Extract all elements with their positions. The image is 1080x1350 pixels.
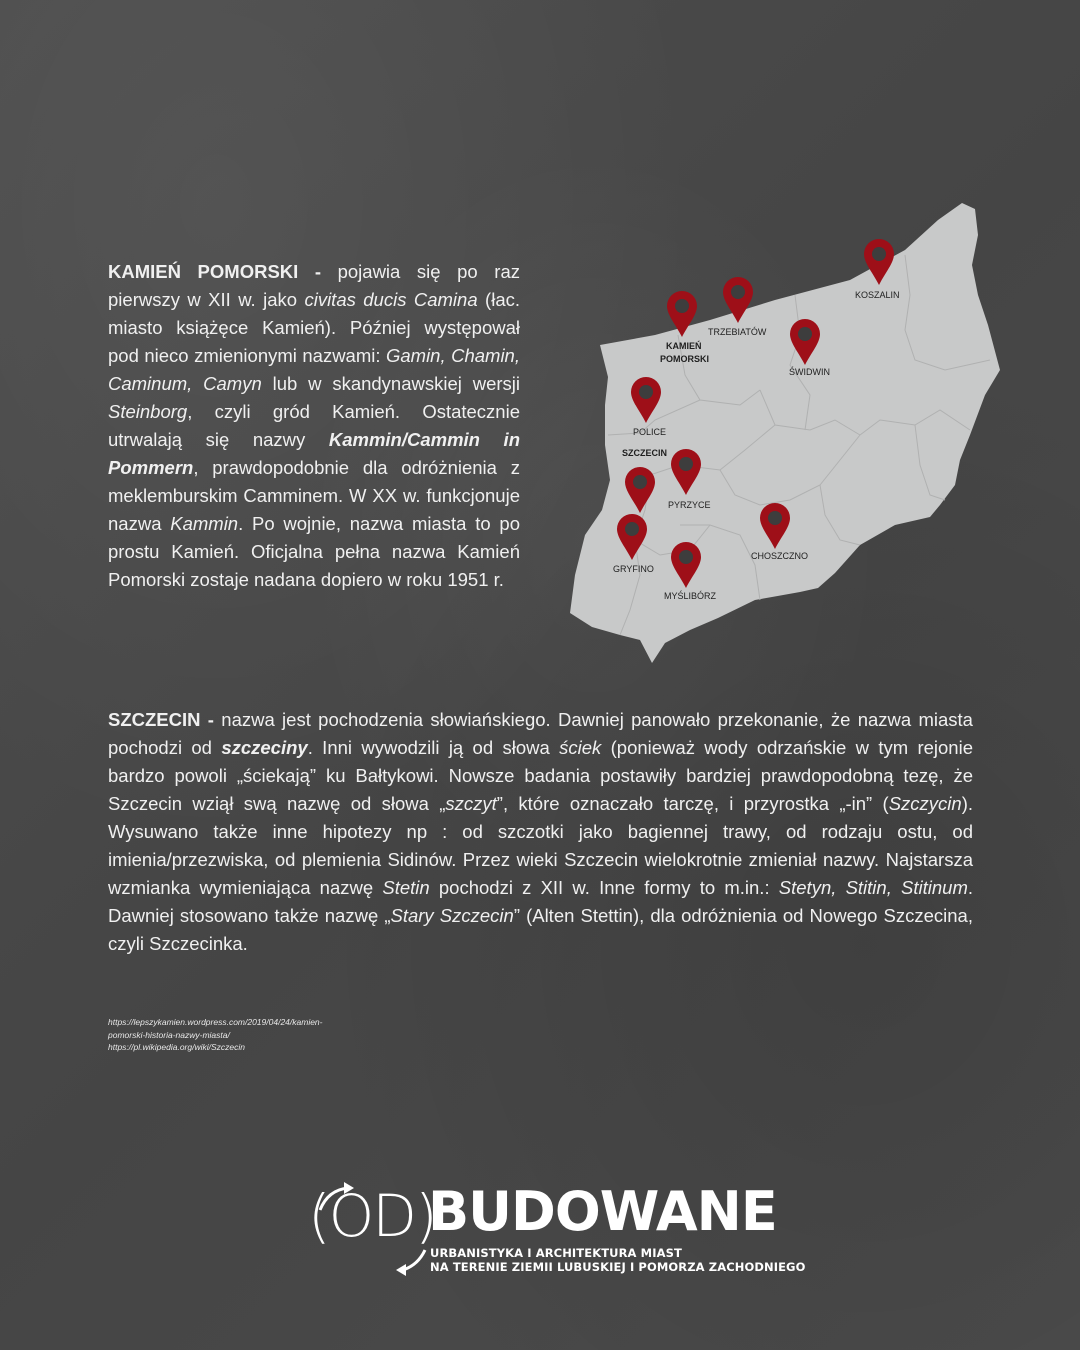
map-pin-center — [768, 511, 782, 525]
odbudowane-logo — [308, 1180, 806, 1280]
text-fragment: (ponieważ wody odrzańskie w tym rejonie bardzo powoli „ściekają” ku Bałtykowi. Nowsze badania postawiły bardziej prawdopodobną tezę, że Szczecin wziął swą nazwę od słowa „ — [108, 737, 973, 814]
logo-tagline-line1: URBANISTYKA I ARCHITEKTURA MIAST — [430, 1246, 682, 1260]
city-label-kamien: KAMIEŃ — [666, 341, 702, 351]
italic-fragment: Szczycin — [888, 793, 962, 814]
text-fragment: ). Wysuwano także inne hipotezy np : od szczotki jako bagiennej trawy, od rodzaju ostu, od imienia/przezwiska, od plemienia Sidinów. Przez wieki Szczecin wielokrotnie zmieniał nazwy. Najstarsza wzmianka wymieniająca nazwę — [108, 793, 973, 898]
city-label-choszczno: CHOSZCZNO — [751, 551, 808, 561]
map-pin-center — [872, 247, 886, 261]
logo-od-text: (OD) — [308, 1182, 436, 1250]
text-fragment: , prawdopodobnie dla odróżnienia z meklemburskim Camminem. W XX w. funkcjonuje nazwa — [108, 457, 520, 534]
text-fragment: (łac. miasto książęce Kamień). Później występował pod nieco zmienionymi nazwami: — [108, 289, 520, 366]
italic-fragment: Kammin — [170, 513, 239, 534]
text-fragment: . Po wojnie, nazwa miasta to po prostu Kamień. Oficjalna pełna nazwa Kamień Pomorski zostaje nadana dopiero w roku 1951 r. — [108, 513, 520, 590]
sources-list — [108, 1016, 408, 1054]
szczecin-heading: SZCZECIN - — [108, 709, 214, 730]
city-label-swidwin: ŚWIDWIN — [789, 367, 830, 377]
italic-fragment: szczyt — [445, 793, 497, 814]
city-label-pomorski: POMORSKI — [660, 354, 710, 364]
text-fragment: ” (Alten Stettin), dla odróżnienia od Nowego Szczecina, czyli Szczecinka. — [108, 905, 973, 954]
map-pin-center — [679, 457, 693, 471]
logo-tagline-line2: NA TERENIE ZIEMII LUBUSKIEJ I POMORZA ZACHODNIEGO — [430, 1260, 806, 1274]
italic-fragment: Stetin — [382, 877, 430, 898]
logo-brand-text: BUDOWANE — [428, 1180, 777, 1243]
region-map — [560, 195, 1010, 675]
kamien-heading: KAMIEŃ POMORSKI - — [108, 261, 322, 282]
italic-fragment: ściek — [559, 737, 602, 758]
city-label-mysliborz: MYŚLIBÓRZ — [664, 591, 717, 601]
source-link[interactable]: https://lepszykamien.wordpress.com/2019/04/24/kamien- — [108, 1017, 323, 1027]
text-fragment: . Dawniej stosowano także nazwę „ — [108, 877, 973, 926]
text-fragment: . Inni wywodzili ją od słowa — [307, 737, 560, 758]
map-pin-center — [625, 522, 639, 536]
text-fragment: , czyli gród Kamień. Ostatecznie utrwalają się nazwy — [108, 401, 520, 450]
italic-fragment: Stetyn, Stitin, Stitinum — [778, 877, 968, 898]
map-pin-center — [639, 385, 653, 399]
map-pin-center — [679, 550, 693, 564]
text-fragment: nazwa jest pochodzenia słowiańskiego. Dawniej panowało przekonanie, że nazwa miasta pochodzi od — [108, 709, 973, 758]
city-label-police: POLICE — [633, 427, 667, 437]
kamien-pomorski-paragraph — [108, 258, 520, 594]
bold-italic-fragment: Kammin/Cammin in Pommern — [108, 429, 520, 478]
map-pin-center — [798, 327, 812, 341]
city-label-pyrzyce: PYRZYCE — [668, 500, 711, 510]
source-link[interactable]: pomorski-historia-nazwy-miasta/ — [108, 1029, 230, 1040]
city-label-koszalin: KOSZALIN — [855, 290, 900, 300]
italic-fragment: civitas ducis Camina — [304, 289, 478, 310]
text-fragment: lub w skandynawskiej wersji — [261, 373, 521, 394]
source-link[interactable]: https://pl.wikipedia.org/wiki/Szczecin — [108, 1042, 246, 1052]
map-pin-center — [675, 299, 689, 313]
text-fragment: pojawia się po raz pierwszy w XII w. jako — [108, 261, 520, 310]
szczecin-paragraph — [108, 706, 973, 958]
text-fragment: ”, które oznaczało tarczę, i przyrostka „-in” ( — [496, 793, 889, 814]
map-pin-center — [731, 285, 745, 299]
map-pin-center — [633, 475, 647, 489]
city-label-trzebiatow: TRZEBIATÓW — [708, 327, 767, 337]
city-label-gryfino: GRYFINO — [613, 564, 654, 574]
italic-fragment: Stary Szczecin — [390, 905, 514, 926]
italic-fragment: Steinborg — [108, 401, 188, 422]
bold-italic-fragment: szczeciny — [221, 737, 308, 758]
city-label-szczecin: SZCZECIN — [622, 448, 667, 458]
italic-fragment: Gamin, Chamin, Caminum, Camyn — [108, 345, 520, 394]
text-fragment: pochodzi z XII w. Inne formy to m.in.: — [429, 877, 779, 898]
